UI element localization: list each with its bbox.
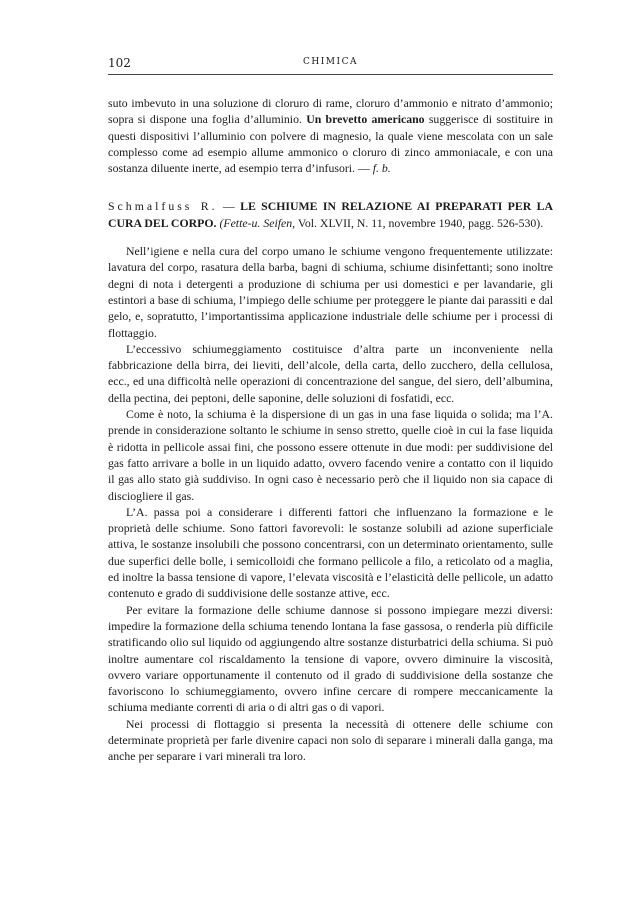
paragraph: L’eccessivo schiumeggiamento costituisce d’altra parte un inconveniente nella fabbricazione della birra, dei lieviti, dell’alcole, della carta, dello zucchero, della cellulosa, ecc., ed una difficoltà nelle operazioni di concentrazione del sangue, del siero, dell’albumina, della pectina, dei peptoni, delle saponine, delle soluzioni di fosfatidi, ecc. bbox=[108, 341, 553, 405]
running-title: CHIMICA bbox=[303, 57, 358, 67]
page-number: 102 bbox=[108, 56, 131, 70]
intro-text: suto imbevuto in una soluzione di cloruro di rame, cloruro d’ammonio e nitrato d’ammonio; sopra si dispone una foglia d’alluminio. bbox=[108, 96, 553, 127]
paragraph: Come è noto, la schiuma è la dispersione di un gas in una fase liquida o solida; ma l’A. prende in considerazione soltanto le schiume in senso stretto, quelle cioè in cui la fase liquida è ridotta in pellicole assai fini, che possono essere ottenute in due modi: per suddivisione del gas fatto arrivare a bolle in un liquido adatto, ovvero facendo venire a contatto con il liquido il gas allo stato già suddiviso. In ogni caso è necessario però che il liquido non sia capace di disciogliere il gas. bbox=[108, 407, 553, 503]
page-header bbox=[108, 56, 553, 75]
article-citation: Vol. XLVII, N. 11, novembre 1940, pagg. 526-530). bbox=[297, 215, 544, 230]
intro-rest: suggerisce di sostituire in questi dispositivi l’alluminio con polvere di magnesio, la quale viene mescolata con un sale complesso come ad esempio allume ammonico o cloruro di zinco ammoniacale, e con una sostanza diluente inerte, ad esempio terra d’infusori. — bbox=[108, 112, 554, 176]
article-author: Schmalfuss R. bbox=[108, 199, 218, 214]
body-text bbox=[108, 95, 553, 765]
intro-paragraph bbox=[108, 95, 553, 176]
paragraph: Nell’igiene e nella cura del corpo umano le schiume vengono frequentemente utilizzate: lavatura del corpo, rasatura della barba, bagni di schiuma, schiume disinfettanti; sono inoltre degni di nota i detergenti a produzione di schiuma per usi domestici e per lavandarie, gli estintori a base di schiuma, l’impiego delle schiume per proteggere le piante dai parassiti e dal gelo, e, sopratutto, l’importantissima applicazione industriale delle schiume per i processi di flottaggio. bbox=[108, 244, 553, 340]
intro-signature: f. b. bbox=[372, 161, 391, 176]
paragraph: L’A. passa poi a considerare i differenti fattori che influenzano la formazione e le proprietà delle schiume. Sono fattori favorevoli: le sostanze solubili ad azione superficiale attiva, le sostanze insolubili che possono concentrarsi, con un determinato orientamento, sulle due superfici delle bolle, i semicolloidi che formano pellicole a filo, a reticolato od a maglia, ed inoltre la bassa tensione di vapore, l’elevata viscosità e l’elasticità delle pellicole, un adatto contenuto e grado di suddivisione delle sostanze attive, ecc. bbox=[108, 504, 553, 601]
article-title: LE SCHIUME IN RELAZIONE AI PREPARATI PER LA CURA DEL CORPO. bbox=[108, 199, 554, 230]
article-journal: (Fette-u. Seifen, bbox=[219, 215, 296, 230]
article-header bbox=[108, 198, 553, 231]
article-dash: — bbox=[222, 199, 235, 214]
intro-bold: Un brevetto americano bbox=[306, 112, 425, 127]
paragraph: Nei processi di flottaggio si presenta la necessità di ottenere delle schiume con determinate proprietà per farle divenire capaci non solo di separare i minerali dalla ganga, ma anche per separare i vari minerali tra loro. bbox=[108, 716, 553, 764]
paragraph: Per evitare la formazione delle schiume dannose si possono impiegare mezzi diversi: impedire la formazione della schiuma tenendo lontana la fase gassosa, o renderla più difficile stratificando olio sul liquido od aggiungendo altre sostanze disturbatrici della schiuma. Si può inoltre aumentare col riscaldamento la tensione di vapore, ovvero diminuire la viscosità, ovvero variare opportunamente il contenuto od il grado di suddivisione della sostanze che favoriscono lo schiumeggiamento, ovvero infine cercare di rompere meccanicamente la schiuma mediante correnti di aria o di altri gas o di vapori. bbox=[108, 602, 553, 715]
